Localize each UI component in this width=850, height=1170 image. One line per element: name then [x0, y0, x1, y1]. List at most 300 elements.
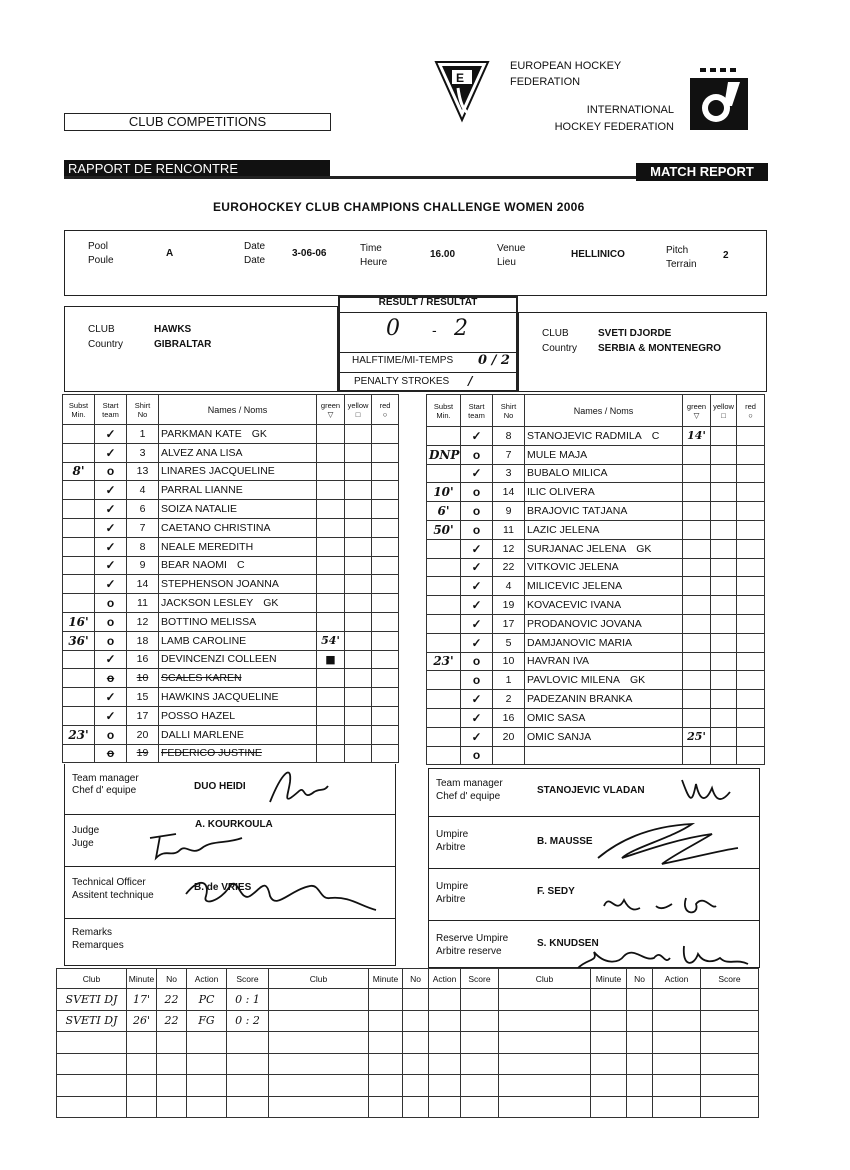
table-row — [63, 650, 399, 669]
away-yellow-card — [711, 577, 737, 596]
score-cell-minute — [369, 1010, 403, 1032]
home-yellow-card — [345, 500, 372, 519]
score-cell-no — [157, 1032, 187, 1054]
score-cell-club: SVETI DJ — [57, 989, 127, 1011]
score-cell-club — [499, 1010, 591, 1032]
home-start-mark: o — [95, 594, 127, 613]
home-subst-min: 36' — [63, 631, 95, 650]
pitch-value: 2 — [723, 250, 729, 261]
table-row — [427, 483, 765, 502]
away-player-name: BUBALO MILICA — [527, 467, 608, 480]
poule-label: Poule — [88, 255, 114, 266]
away-red-card — [737, 577, 765, 596]
score-cell-score — [227, 1032, 269, 1054]
home-green-card — [317, 725, 345, 744]
home-green-card — [317, 500, 345, 519]
home-player-cell — [159, 462, 317, 481]
away-player-cell — [525, 596, 683, 615]
score-header-no: No — [157, 969, 187, 989]
away-player-cell — [525, 614, 683, 633]
home-player-cell — [159, 725, 317, 744]
home-red-card — [372, 500, 399, 519]
reserve-label-fr: Arbitre reserve — [436, 946, 502, 957]
score-cell-club — [269, 1010, 369, 1032]
home-subst-min — [63, 556, 95, 575]
score-row — [57, 1053, 759, 1075]
away-player-name: SURJANAC JELENA — [527, 542, 627, 555]
home-yellow-card — [345, 537, 372, 556]
table-row — [63, 481, 399, 500]
score-cell-minute — [369, 1032, 403, 1054]
away-start-mark: ✓ — [461, 577, 493, 596]
lieu-label: Lieu — [497, 257, 516, 268]
away-green-card: 25' — [683, 727, 711, 746]
away-red-card — [737, 445, 765, 464]
away-yellow-card — [711, 633, 737, 652]
away-player-name: MULE MAJA — [527, 448, 588, 461]
score-cell-no — [627, 989, 653, 1011]
table-row — [63, 706, 399, 725]
away-shirt-no: 3 — [493, 464, 525, 483]
home-shirt-no: 6 — [127, 500, 159, 519]
home-subst-min — [63, 518, 95, 537]
score-cell-action — [653, 1032, 701, 1054]
away-yellow-card — [711, 614, 737, 633]
home-player-name: PARKMAN KATE — [161, 427, 242, 440]
home-player-cell — [159, 612, 317, 631]
away-start-mark: o — [461, 445, 493, 464]
home-shirt-no: 9 — [127, 556, 159, 575]
away-shirt-no: 8 — [493, 427, 525, 446]
table-row — [427, 445, 765, 464]
home-start-mark: ✓ — [95, 706, 127, 725]
home-yellow-header: yellow □ — [345, 395, 372, 425]
away-green-card — [683, 539, 711, 558]
score-cell-no — [157, 1096, 187, 1118]
time-value: 16.00 — [430, 249, 456, 260]
score-cell-minute — [369, 1053, 403, 1075]
home-subst-min: 8' — [63, 462, 95, 481]
score-cell-club — [499, 1075, 591, 1097]
home-red-card — [372, 443, 399, 462]
home-subst-min — [63, 744, 95, 763]
away-yellow-card — [711, 727, 737, 746]
score-cell-action: FG — [187, 1010, 227, 1032]
away-red-card — [737, 427, 765, 446]
away-yellow-card — [711, 671, 737, 690]
home-shirt-header: Shirt No — [127, 395, 159, 425]
score-cell-action — [653, 1075, 701, 1097]
score-row — [57, 1032, 759, 1054]
away-player-cell — [525, 746, 683, 765]
away-red-card — [737, 671, 765, 690]
home-start-mark: ✓ — [95, 688, 127, 707]
away-green-card — [683, 671, 711, 690]
reserve-label: Reserve Umpire — [436, 933, 509, 944]
score-cell-action — [187, 1075, 227, 1097]
home-green-card — [317, 481, 345, 500]
home-red-card — [372, 575, 399, 594]
away-green-card — [683, 596, 711, 615]
away-player-cell — [525, 652, 683, 671]
away-club-name: SVETI DJORDE — [598, 328, 672, 339]
away-shirt-no: 10 — [493, 652, 525, 671]
score-cell-no — [627, 1032, 653, 1054]
score-cell-action — [429, 1032, 461, 1054]
home-green-card — [317, 594, 345, 613]
home-subst-min — [63, 594, 95, 613]
home-green-card — [317, 518, 345, 537]
away-manager-label: Team manager — [436, 778, 503, 789]
score-cell-minute — [591, 989, 627, 1011]
away-country-label: Country — [542, 343, 578, 354]
home-club-label: CLUB — [88, 324, 115, 335]
home-red-card — [372, 744, 399, 763]
away-subst-min: 6' — [427, 502, 461, 521]
away-shirt-no: 22 — [493, 558, 525, 577]
away-start-mark: ✓ — [461, 596, 493, 615]
report-bar-right — [636, 163, 768, 181]
away-green-card — [683, 633, 711, 652]
table-row — [63, 462, 399, 481]
home-yellow-card — [345, 688, 372, 707]
score-cell-action — [429, 1010, 461, 1032]
away-country-name: SERBIA & MONTENEGRO — [598, 343, 721, 354]
score-cell-no — [627, 1010, 653, 1032]
score-cell-score — [227, 1075, 269, 1097]
home-red-card — [372, 612, 399, 631]
score-cell-score — [461, 1053, 499, 1075]
table-row — [427, 539, 765, 558]
home-yellow-card — [345, 575, 372, 594]
remarks-label: Remarks — [72, 927, 113, 938]
home-subst-min — [63, 481, 95, 500]
away-green-card — [683, 445, 711, 464]
away-subst-min: 10' — [427, 483, 461, 502]
home-player-cell — [159, 556, 317, 575]
score-cell-action — [187, 1096, 227, 1118]
fih-name-line1: INTERNATIONAL — [586, 104, 674, 116]
away-red-card — [737, 633, 765, 652]
home-manager-name: DUO HEIDI — [194, 781, 246, 792]
rapport-label: RAPPORT DE RENCONTRE — [68, 161, 238, 176]
home-green-card — [317, 706, 345, 725]
score-row — [57, 1096, 759, 1118]
to-name: B. de VRIES — [194, 882, 252, 893]
away-red-card — [737, 727, 765, 746]
away-subst-min: 50' — [427, 520, 461, 539]
away-green-card — [683, 558, 711, 577]
home-yellow-card — [345, 462, 372, 481]
score-cell-minute — [591, 1075, 627, 1097]
table-row — [427, 671, 765, 690]
away-start-mark: o — [461, 483, 493, 502]
away-player-cell — [525, 727, 683, 746]
score-cell-score — [701, 1032, 759, 1054]
home-green-card — [317, 537, 345, 556]
home-manager-signature — [262, 762, 332, 812]
table-row — [63, 669, 399, 688]
home-start-mark: ✓ — [95, 556, 127, 575]
home-player-name: STEPHENSON JOANNA — [161, 578, 279, 591]
table-row — [63, 556, 399, 575]
away-player-cell — [525, 464, 683, 483]
away-subst-min — [427, 539, 461, 558]
away-player-name: VITKOVIC JELENA — [527, 561, 619, 574]
home-red-card — [372, 425, 399, 444]
home-start-mark: ✓ — [95, 518, 127, 537]
score-cell-minute — [369, 1096, 403, 1118]
score-cell-no — [627, 1075, 653, 1097]
home-start-mark: ✓ — [95, 481, 127, 500]
score-row — [57, 989, 759, 1011]
score-cell-club — [269, 1096, 369, 1118]
home-club-name: HAWKS — [154, 324, 192, 335]
away-start-header: Start team — [461, 395, 493, 427]
score-header-minute: Minute — [369, 969, 403, 989]
home-yellow-card — [345, 556, 372, 575]
home-player-name: DALLI MARLENE — [161, 728, 244, 741]
score-cell-no — [627, 1096, 653, 1118]
home-green-card — [317, 669, 345, 688]
umpire1-label: Umpire — [436, 829, 469, 840]
away-player-name: HAVRAN IVA — [527, 655, 590, 668]
score-cell-no — [403, 989, 429, 1011]
home-green-card — [317, 688, 345, 707]
away-player-name: DAMJANOVIC MARIA — [527, 636, 633, 649]
score-cell-action — [429, 1096, 461, 1118]
score-cell-club — [269, 989, 369, 1011]
score-cell-club — [57, 1053, 127, 1075]
home-red-card — [372, 537, 399, 556]
home-shirt-no: 20 — [127, 725, 159, 744]
away-green-card — [683, 483, 711, 502]
score-cell-minute — [127, 1032, 157, 1054]
away-red-card — [737, 539, 765, 558]
away-shirt-no: 19 — [493, 596, 525, 615]
away-red-card — [737, 502, 765, 521]
away-shirt-no: 11 — [493, 520, 525, 539]
score-row — [57, 1010, 759, 1032]
away-red-header: red ○ — [737, 395, 765, 427]
home-player-name: SCALES KAREN — [161, 672, 242, 685]
home-shirt-no: 12 — [127, 612, 159, 631]
home-yellow-card — [345, 706, 372, 725]
home-player-name: BEAR NAOMI — [161, 559, 227, 572]
home-red-card — [372, 462, 399, 481]
venue-label: Venue — [497, 243, 526, 254]
home-player-role: GK — [251, 427, 267, 440]
score-header-score: Score — [227, 969, 269, 989]
score-cell-no — [403, 1032, 429, 1054]
home-player-name: CAETANO CHRISTINA — [161, 521, 271, 534]
away-shirt-no: 2 — [493, 690, 525, 709]
score-cell-action — [429, 989, 461, 1011]
away-yellow-card — [711, 558, 737, 577]
club-competitions-label: CLUB COMPETITIONS — [128, 114, 267, 129]
table-row — [63, 744, 399, 763]
away-shirt-no: 20 — [493, 727, 525, 746]
home-subst-min: 16' — [63, 612, 95, 631]
home-player-cell — [159, 518, 317, 537]
away-player-name: PAVLOVIC MILENA — [527, 674, 620, 687]
table-row — [63, 725, 399, 744]
score-cell-action — [653, 989, 701, 1011]
table-row — [427, 690, 765, 709]
score-header-action: Action — [429, 969, 461, 989]
table-row — [427, 652, 765, 671]
away-start-mark: ✓ — [461, 464, 493, 483]
score-row — [57, 1075, 759, 1097]
to-label-fr: Assitent technique — [72, 890, 154, 901]
home-player-name: PARRAL LIANNE — [161, 484, 243, 497]
home-subst-min — [63, 575, 95, 594]
away-shirt-no: 4 — [493, 577, 525, 596]
home-green-card: 54' — [317, 631, 345, 650]
home-shirt-no: 13 — [127, 462, 159, 481]
home-player-name: LINARES JACQUELINE — [161, 465, 275, 478]
table-row — [63, 612, 399, 631]
table-row — [427, 596, 765, 615]
home-green-header: green ▽ — [317, 395, 345, 425]
away-player-cell — [525, 671, 683, 690]
score-cell-action — [187, 1032, 227, 1054]
away-shirt-no: 16 — [493, 708, 525, 727]
home-green-card — [317, 425, 345, 444]
score-cell-minute: 17' — [127, 989, 157, 1011]
judge-label-fr: Juge — [72, 838, 94, 849]
home-start-mark: ✓ — [95, 443, 127, 462]
score-dash: - — [432, 322, 437, 338]
away-player-name: KOVACEVIC IVANA — [527, 599, 622, 612]
table-row — [427, 464, 765, 483]
away-player-name: OMIC SASA — [527, 711, 586, 724]
away-player-name: BRAJOVIC TATJANA — [527, 505, 628, 518]
home-green-card — [317, 556, 345, 575]
home-start-header: Start team — [95, 395, 127, 425]
score-header-score: Score — [701, 969, 759, 989]
away-player-role: C — [651, 429, 660, 442]
pitch-label: Pitch — [666, 245, 689, 256]
table-row — [427, 502, 765, 521]
away-player-cell — [525, 539, 683, 558]
ehf-name-line1: EUROPEAN HOCKEY — [510, 60, 622, 72]
home-start-mark: ✓ — [95, 425, 127, 444]
table-row — [63, 425, 399, 444]
fih-logo — [688, 66, 750, 132]
score-cell-minute — [369, 989, 403, 1011]
away-manager-name: STANOJEVIC VLADAN — [537, 785, 645, 796]
score-cell-minute — [127, 1096, 157, 1118]
score-cell-action — [429, 1053, 461, 1075]
score-cell-minute — [127, 1053, 157, 1075]
away-start-mark: ✓ — [461, 708, 493, 727]
score-cell-club — [499, 989, 591, 1011]
away-yellow-card — [711, 690, 737, 709]
result-label: RESULT / RESULTAT — [378, 297, 478, 308]
home-country-name: GIBRALTAR — [154, 339, 212, 350]
table-row — [63, 575, 399, 594]
home-yellow-card — [345, 650, 372, 669]
away-red-card — [737, 483, 765, 502]
home-shirt-no: 1 — [127, 425, 159, 444]
table-row — [63, 500, 399, 519]
away-player-cell — [525, 558, 683, 577]
score-header-action: Action — [187, 969, 227, 989]
score-cell-score — [461, 989, 499, 1011]
home-subst-header: Subst Min. — [63, 395, 95, 425]
away-player-cell — [525, 427, 683, 446]
time-label: Time — [360, 243, 382, 254]
away-yellow-card — [711, 596, 737, 615]
away-subst-min — [427, 427, 461, 446]
score-header-score: Score — [461, 969, 499, 989]
score-cell-club — [57, 1032, 127, 1054]
score-cell-minute — [591, 1032, 627, 1054]
score-cell-no — [403, 1053, 429, 1075]
heure-label: Heure — [360, 257, 388, 268]
score-cell-action: PC — [187, 989, 227, 1011]
home-player-name: FEDERICO JUSTINE — [161, 747, 262, 760]
score-cell-score — [461, 1010, 499, 1032]
remarks-label-fr: Remarques — [72, 940, 124, 951]
away-yellow-card — [711, 746, 737, 765]
score-cell-no — [157, 1075, 187, 1097]
table-row — [63, 518, 399, 537]
table-row — [427, 614, 765, 633]
away-yellow-card — [711, 427, 737, 446]
score-cell-club — [57, 1075, 127, 1097]
home-green-card — [317, 575, 345, 594]
home-green-card — [317, 612, 345, 631]
away-green-card — [683, 502, 711, 521]
home-subst-min — [63, 425, 95, 444]
score-header-club: Club — [57, 969, 127, 989]
away-shirt-no: 17 — [493, 614, 525, 633]
away-shirt-no: 7 — [493, 445, 525, 464]
home-shirt-no: 16 — [127, 650, 159, 669]
home-subst-min: 23' — [63, 725, 95, 744]
away-player-name: OMIC SANJA — [527, 730, 592, 743]
away-player-name: ILIC OLIVERA — [527, 486, 595, 499]
home-subst-min — [63, 688, 95, 707]
home-shirt-no: 14 — [127, 575, 159, 594]
score-header-club: Club — [499, 969, 591, 989]
away-red-card — [737, 652, 765, 671]
home-shirt-no: 15 — [127, 688, 159, 707]
judge-name: A. KOURKOULA — [195, 819, 273, 830]
home-shirt-no: 17 — [127, 706, 159, 725]
away-player-name: STANOJEVIC RADMILA — [527, 429, 642, 442]
home-player-cell — [159, 500, 317, 519]
score-cell-no — [403, 1075, 429, 1097]
home-red-card — [372, 650, 399, 669]
score-cell-club — [269, 1075, 369, 1097]
halftime-value: 0 / 2 — [478, 353, 510, 368]
table-row — [427, 558, 765, 577]
away-player-cell — [525, 520, 683, 539]
home-player-cell — [159, 443, 317, 462]
home-red-card — [372, 688, 399, 707]
to-label: Technical Officer — [72, 877, 146, 888]
home-yellow-card — [345, 481, 372, 500]
score-cell-minute — [591, 1053, 627, 1075]
home-player-cell — [159, 594, 317, 613]
home-player-cell — [159, 575, 317, 594]
home-manager-label: Team manager — [72, 773, 139, 784]
date-label-fr: Date — [244, 255, 266, 266]
away-player-cell — [525, 502, 683, 521]
